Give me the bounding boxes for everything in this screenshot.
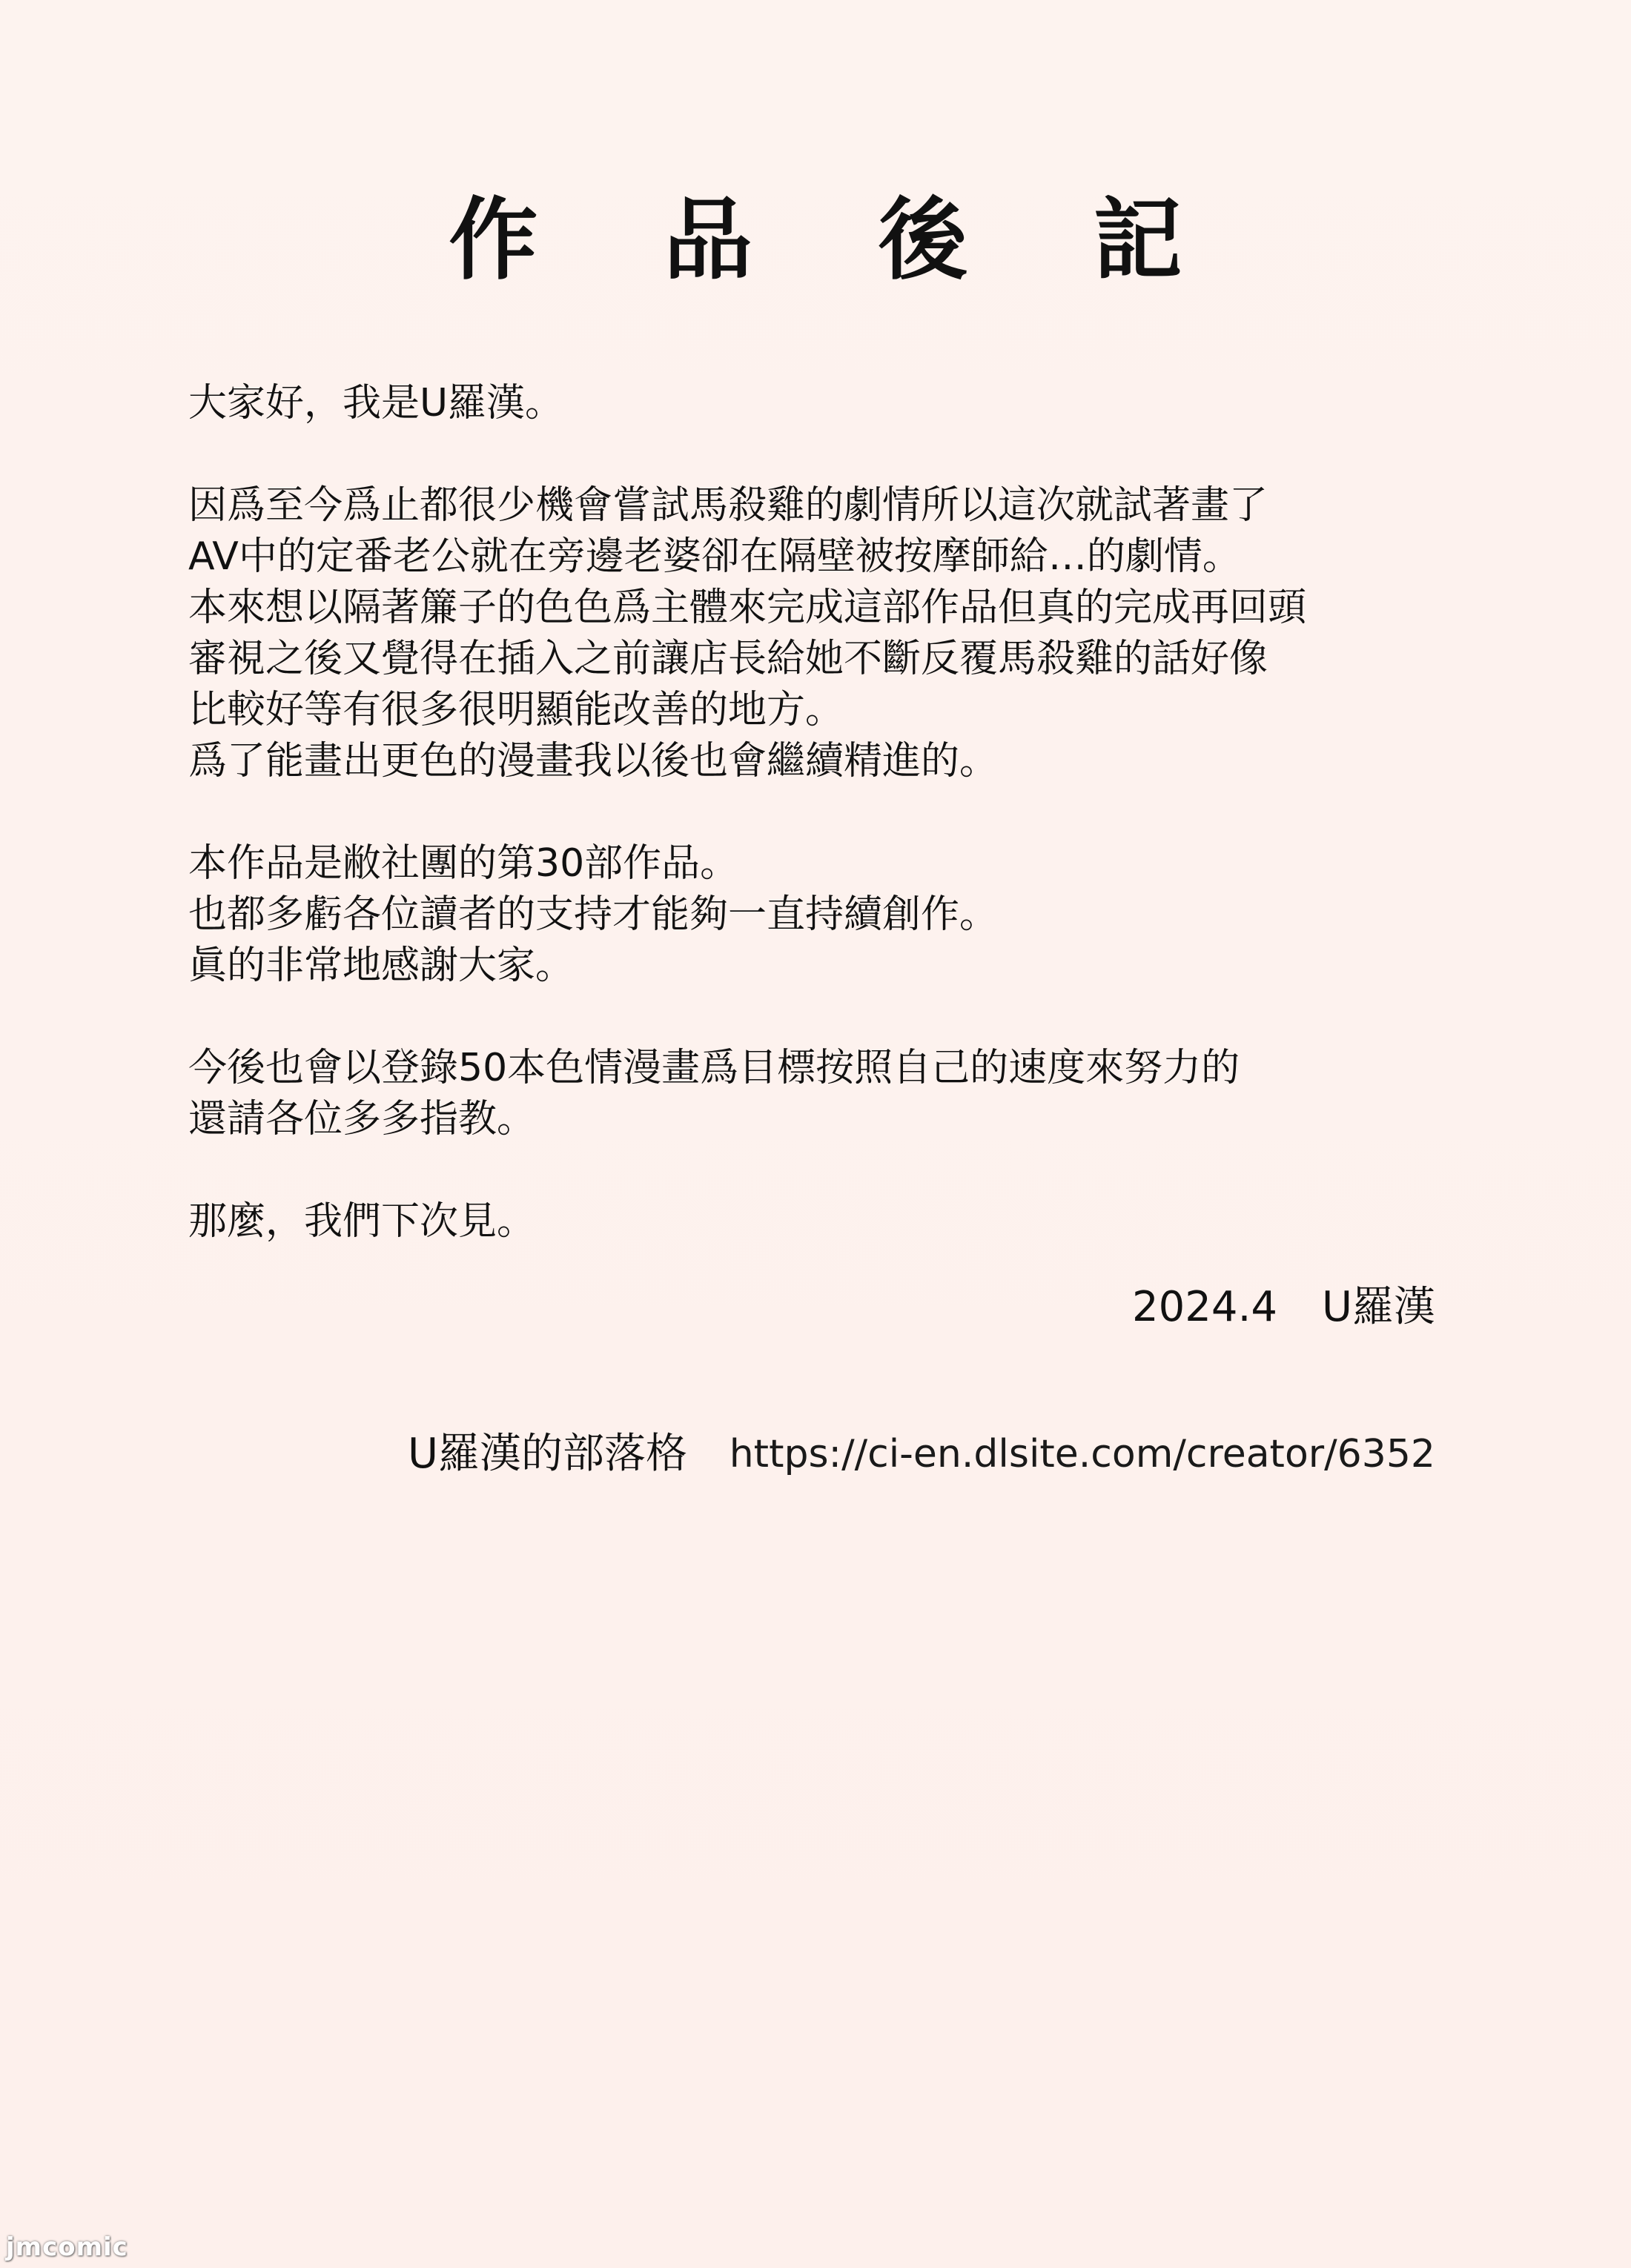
text-line: 審視之後又覺得在插入之前讓店長給她不斷反覆馬殺雞的話好像: [188, 637, 1268, 681]
blog-row: [408, 1428, 1435, 1481]
blog-url-link[interactable]: https://ci-en.dlsite.com/creator/6352: [729, 1432, 1435, 1476]
signature-author: U羅漢: [1322, 1283, 1435, 1331]
text-line: 本來想以隔著簾子的色色爲主體來完成這部作品但真的完成再回頭: [188, 586, 1307, 630]
blog-label: U羅漢的部落格: [408, 1430, 687, 1478]
text-line: 爲了能畫出更色的漫畫我以後也會繼續精進的。: [188, 739, 999, 783]
text-line: 比較好等有很多很明顯能改善的地方。: [188, 688, 844, 732]
watermark-logo: jmcomic: [6, 2232, 128, 2262]
text-line: AV中的定番老公就在旁邊老婆卻在隔壁被按摩師給…的劇情。: [188, 534, 1241, 579]
text-line: 本作品是敝社團的第30部作品。: [188, 841, 739, 886]
text-line: 也都多虧各位讀者的支持才能夠一直持續創作。: [188, 892, 999, 937]
text-line: 大家好，我是U羅漢。: [188, 381, 564, 425]
signature: [964, 1281, 1435, 1334]
paragraph-greeting: [188, 378, 1478, 429]
paragraph-goal: [188, 1043, 1478, 1145]
paragraph-farewell: [188, 1196, 1478, 1247]
afterword-body: [188, 378, 1478, 1299]
page-title: 作 品 後 記: [449, 189, 1230, 292]
text-line: 那麼，我們下次見。: [188, 1199, 536, 1244]
text-line: 眞的非常地感謝大家。: [188, 944, 575, 988]
text-line: 因爲至今爲止都很少機會嘗試馬殺雞的劇情所以這次就試著畫了: [188, 483, 1268, 528]
text-line: 還請各位多多指教。: [188, 1097, 536, 1141]
paragraph-thanks: [188, 838, 1478, 992]
paragraph-story: [188, 480, 1478, 787]
text-line: 今後也會以登錄50本色情漫畫爲目標按照自己的速度來努力的: [188, 1046, 1240, 1090]
signature-date: 2024.4: [1132, 1283, 1277, 1331]
